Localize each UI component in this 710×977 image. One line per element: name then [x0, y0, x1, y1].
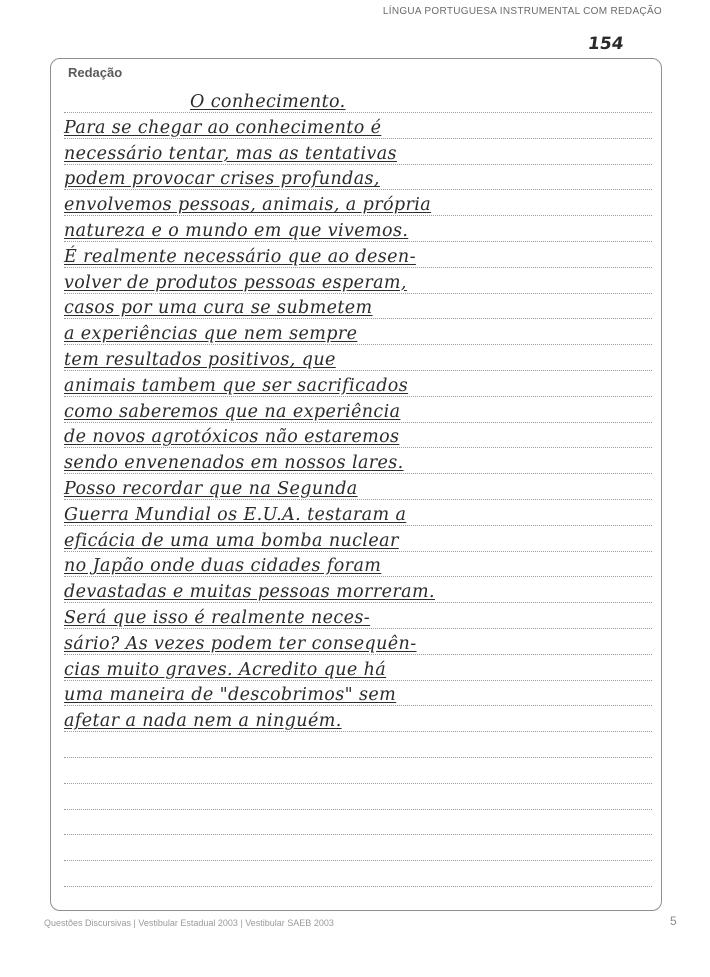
- essay-line: podem provocar crises profundas,: [64, 169, 380, 190]
- essay-line: natureza e o mundo em que vivemos.: [64, 221, 409, 241]
- essay-line: afetar a nada nem a ninguém.: [64, 711, 342, 732]
- essay-line: eficácia de uma uma bomba nuclear: [64, 530, 399, 551]
- sheet-title: Redação: [68, 65, 123, 80]
- essay-line: Para se chegar ao conhecimento é: [64, 117, 382, 138]
- essay-line: Posso recordar que na Segunda: [64, 479, 358, 499]
- essay-line: devastadas e muitas pessoas morreram.: [64, 582, 435, 603]
- ruled-line: [64, 886, 652, 887]
- essay-line: de novos agrotóxicos não estaremos: [64, 427, 400, 448]
- footer-text: Questões Discursivas | Vestibular Estadual 2003 | Vestibular SAEB 2003: [44, 918, 334, 928]
- ruled-line: [64, 834, 652, 835]
- ruled-line: [64, 860, 652, 861]
- essay-line: sendo envenenados em nossos lares.: [64, 453, 404, 474]
- essay-line: tem resultados positivos, que: [64, 350, 336, 370]
- essay-line: sário? As vezes podem ter consequên-: [64, 633, 417, 654]
- ruled-line: [64, 757, 652, 758]
- page-number: 154: [586, 34, 625, 54]
- essay-line: casos por uma cura se submetem: [64, 298, 373, 319]
- essay-line: necessário tentar, mas as tentativas: [64, 143, 397, 164]
- header-course-title: LÍNGUA PORTUGUESA INSTRUMENTAL COM REDAÇÃO: [382, 6, 662, 17]
- essay-line: cias muito graves. Acredito que há: [64, 659, 387, 680]
- ruled-line: [64, 783, 652, 784]
- essay-line: animais tambem que ser sacrificados: [64, 375, 409, 396]
- essay-line: a experiências que nem sempre: [64, 324, 358, 345]
- ruled-line: [64, 809, 652, 810]
- essay-line: O conhecimento.: [190, 92, 346, 112]
- essay-line: envolvemos pessoas, animais, a própria: [64, 195, 432, 216]
- essay-line: volver de produtos pessoas esperam,: [64, 272, 407, 293]
- essay-line: Guerra Mundial os E.U.A. testaram a: [64, 504, 407, 525]
- essay-line: Será que isso é realmente neces-: [64, 608, 371, 628]
- essay-line: É realmente necessário que ao desen-: [64, 246, 416, 267]
- essay-line: como saberemos que na experiência: [64, 401, 401, 422]
- footer-page-number: 5: [670, 914, 677, 928]
- essay-line: uma maneira de "descobrimos" sem: [64, 685, 397, 706]
- essay-line: no Japão onde duas cidades foram: [64, 556, 382, 577]
